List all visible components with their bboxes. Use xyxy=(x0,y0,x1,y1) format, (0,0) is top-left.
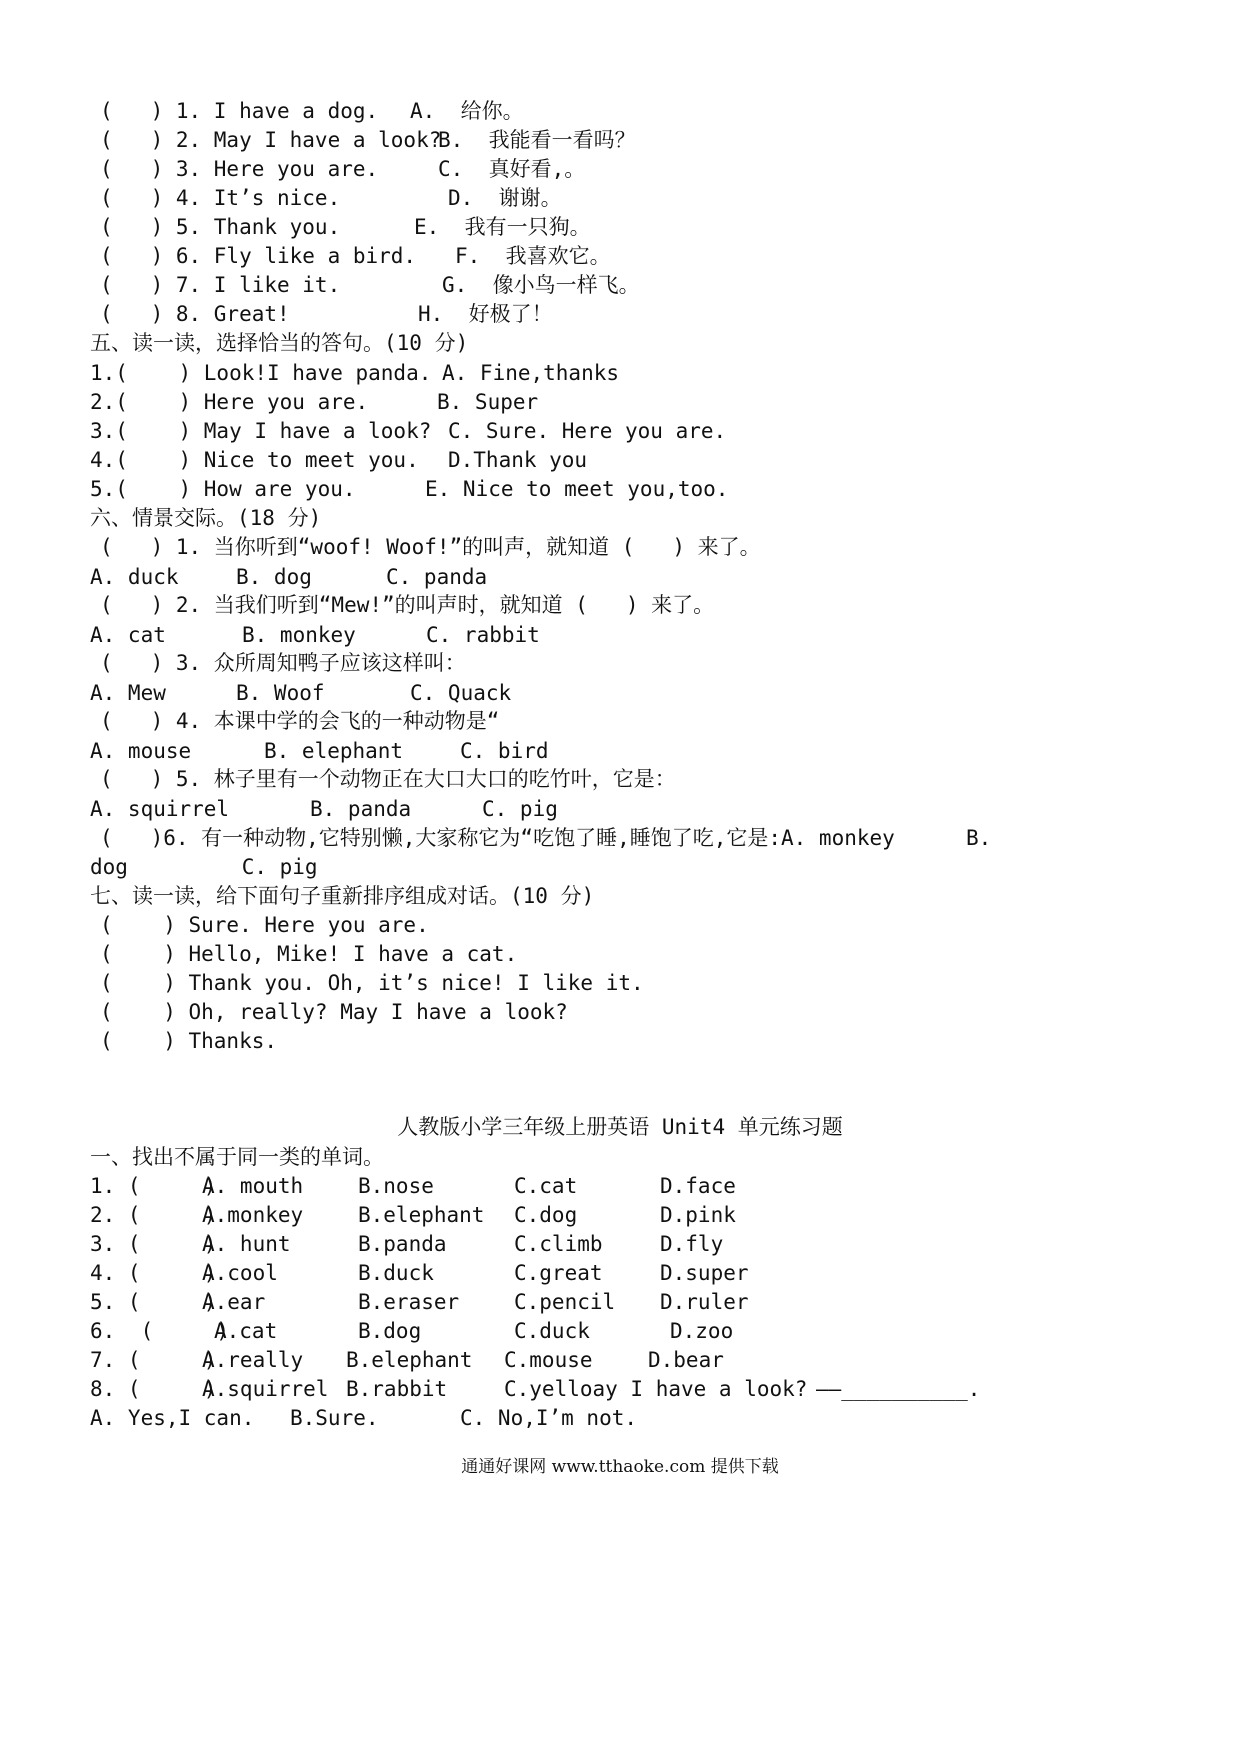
match-question: ( ) 5. Thank you. xyxy=(100,215,341,239)
answer-option: C. panda xyxy=(386,565,488,589)
word-option: A.cool xyxy=(202,1261,278,1285)
question-line: ( ) 1. 当你听到“woof! Woof!”的叫声，就知道 ( ) 来了。 xyxy=(100,535,761,559)
match-question: ( ) 7. I like it. xyxy=(100,273,341,297)
answer-option: B. Super xyxy=(437,390,539,414)
word-option: D.pink xyxy=(660,1203,736,1227)
row-number: 1. ( ) xyxy=(90,1174,217,1198)
question-line: 3.( ) May I have a look? xyxy=(90,419,432,443)
word-option: B.dog xyxy=(358,1319,422,1343)
question-line: ( ) 5. 林子里有一个动物正在大口大口的吃竹叶，它是： xyxy=(100,767,676,791)
answer-option: A. Fine,thanks xyxy=(442,361,620,385)
answer-option: B. Woof xyxy=(236,681,325,705)
answer-option: A. mouse xyxy=(90,739,192,763)
question-line: 2.( ) Here you are. xyxy=(90,390,369,414)
answer-option: B. xyxy=(966,826,992,850)
match-answer: F. 我喜欢它。 xyxy=(455,244,611,268)
answer-option: C. Sure. Here you are. xyxy=(448,419,727,443)
answer-option: A. squirrel xyxy=(90,797,230,821)
answer-option: C. Quack xyxy=(410,681,512,705)
answer-option: C. rabbit xyxy=(426,623,540,647)
word-option: A. mouth xyxy=(202,1174,304,1198)
word-option: C.great xyxy=(514,1261,603,1285)
match-answer: A. 给你。 xyxy=(410,99,524,123)
match-answer: E. 我有一只狗。 xyxy=(414,215,591,239)
answer-option: C. bird xyxy=(460,739,549,763)
word-option: D.fly xyxy=(660,1232,724,1256)
dialogue-line: ( ) Thanks. xyxy=(100,1029,278,1053)
worksheet-title: 人教版小学三年级上册英语 Unit4 单元练习题 xyxy=(397,1115,843,1139)
dialogue-line: ( ) Sure. Here you are. xyxy=(100,913,429,937)
answer-option: A. Mew xyxy=(90,681,166,705)
word-option: C.duck xyxy=(514,1319,590,1343)
word-option: C.climb xyxy=(514,1232,603,1256)
section-heading: 六、情景交际。(18 分) xyxy=(90,506,322,530)
page-footer: 通通好课网 www.tthaoke.com 提供下载 xyxy=(461,1457,779,1477)
word-option: D.zoo xyxy=(670,1319,734,1343)
section-heading: 五、读一读，选择恰当的答句。(10 分) xyxy=(90,331,469,355)
word-option: B.elephant xyxy=(358,1203,485,1227)
match-question: ( ) 1. I have a dog. xyxy=(100,99,379,123)
match-question: ( ) 8. Great! xyxy=(100,302,290,326)
dialogue-line: ( ) Oh, really? May I have a look? xyxy=(100,1000,568,1024)
answer-option: B. panda xyxy=(310,797,412,821)
answer-option: B. dog xyxy=(236,565,312,589)
word-option: B.nose xyxy=(358,1174,434,1198)
question-line: 1.( ) Look!I have panda. xyxy=(90,361,432,385)
row-number: 6. ( ) xyxy=(90,1319,230,1343)
word-option: D.super xyxy=(660,1261,749,1285)
answer-option: dog C. pig xyxy=(90,855,318,879)
row-number: 2. ( ) xyxy=(90,1203,217,1227)
answer-option: B. elephant xyxy=(264,739,404,763)
section-heading: 七、读一读，给下面句子重新排序组成对话。(10 分) xyxy=(90,884,595,908)
question-line: ( ) 3. 众所周知鸭子应该这样叫： xyxy=(100,651,466,675)
answer-blank: ——__________. xyxy=(816,1377,981,1401)
word-option: B.panda xyxy=(358,1232,447,1256)
word-option: A.squirrel xyxy=(202,1377,329,1401)
row-number: 4. ( ) xyxy=(90,1261,217,1285)
answer-option: C. No,I’m not. xyxy=(460,1406,638,1430)
word-option: A.cat xyxy=(214,1319,278,1343)
word-option: D.bear xyxy=(648,1348,724,1372)
answer-option: A. cat xyxy=(90,623,166,647)
question-line: 4.( ) Nice to meet you. xyxy=(90,448,419,472)
question-line: ( )6. 有一种动物,它特别懒,大家称它为“吃饱了睡,睡饱了吃,它是:A. monkey xyxy=(100,826,895,850)
match-answer: B. 我能看一看吗？ xyxy=(438,128,636,152)
row-number: 3. ( ) xyxy=(90,1232,217,1256)
answer-option: E. Nice to meet you,too. xyxy=(425,477,729,501)
question-line: ( ) 4. 本课中学的会飞的一种动物是“ xyxy=(100,709,500,733)
word-option: D.face xyxy=(660,1174,736,1198)
match-question: ( ) 4. It’s nice. xyxy=(100,186,341,210)
word-option: C.pencil xyxy=(514,1290,616,1314)
word-option: B.eraser xyxy=(358,1290,460,1314)
word-option: A. hunt xyxy=(202,1232,291,1256)
answer-option: C. pig xyxy=(482,797,558,821)
word-option: B.elephant xyxy=(346,1348,473,1372)
word-option: C.yelloay I have a look? xyxy=(504,1377,808,1401)
row-number: 7. ( ) xyxy=(90,1348,217,1372)
answer-option: A. duck xyxy=(90,565,179,589)
match-answer: D. 谢谢。 xyxy=(448,186,562,210)
match-answer: C. 真好看,。 xyxy=(438,157,586,181)
match-question: ( ) 6. Fly like a bird. xyxy=(100,244,417,268)
dialogue-line: ( ) Thank you. Oh, it’s nice! I like it. xyxy=(100,971,644,995)
row-number: 5. ( ) xyxy=(90,1290,217,1314)
word-option: A.really xyxy=(202,1348,304,1372)
answer-option: A. Yes,I can. xyxy=(90,1406,255,1430)
word-option: C.cat xyxy=(514,1174,578,1198)
word-option: D.ruler xyxy=(660,1290,749,1314)
word-option: A.monkey xyxy=(202,1203,304,1227)
answer-option: B. monkey xyxy=(242,623,356,647)
answer-option: B.Sure. xyxy=(290,1406,379,1430)
word-option: B.rabbit xyxy=(346,1377,448,1401)
row-number: 8. ( ) xyxy=(90,1377,217,1401)
match-question: ( ) 3. Here you are. xyxy=(100,157,379,181)
dialogue-line: ( ) Hello, Mike! I have a cat. xyxy=(100,942,518,966)
word-option: C.dog xyxy=(514,1203,578,1227)
match-answer: G. 像小鸟一样飞。 xyxy=(442,273,640,297)
answer-option: D.Thank you xyxy=(448,448,588,472)
match-question: ( ) 2. May I have a look? xyxy=(100,128,442,152)
match-answer: H. 好极了！ xyxy=(418,302,553,326)
section-heading: 一、找出不属于同一类的单词。 xyxy=(90,1145,384,1169)
word-option: C.mouse xyxy=(504,1348,593,1372)
word-option: A.ear xyxy=(202,1290,266,1314)
word-option: B.duck xyxy=(358,1261,434,1285)
question-line: ( ) 2. 当我们听到“Mew!”的叫声时，就知道 ( ) 来了。 xyxy=(100,593,715,617)
question-line: 5.( ) How are you. xyxy=(90,477,356,501)
